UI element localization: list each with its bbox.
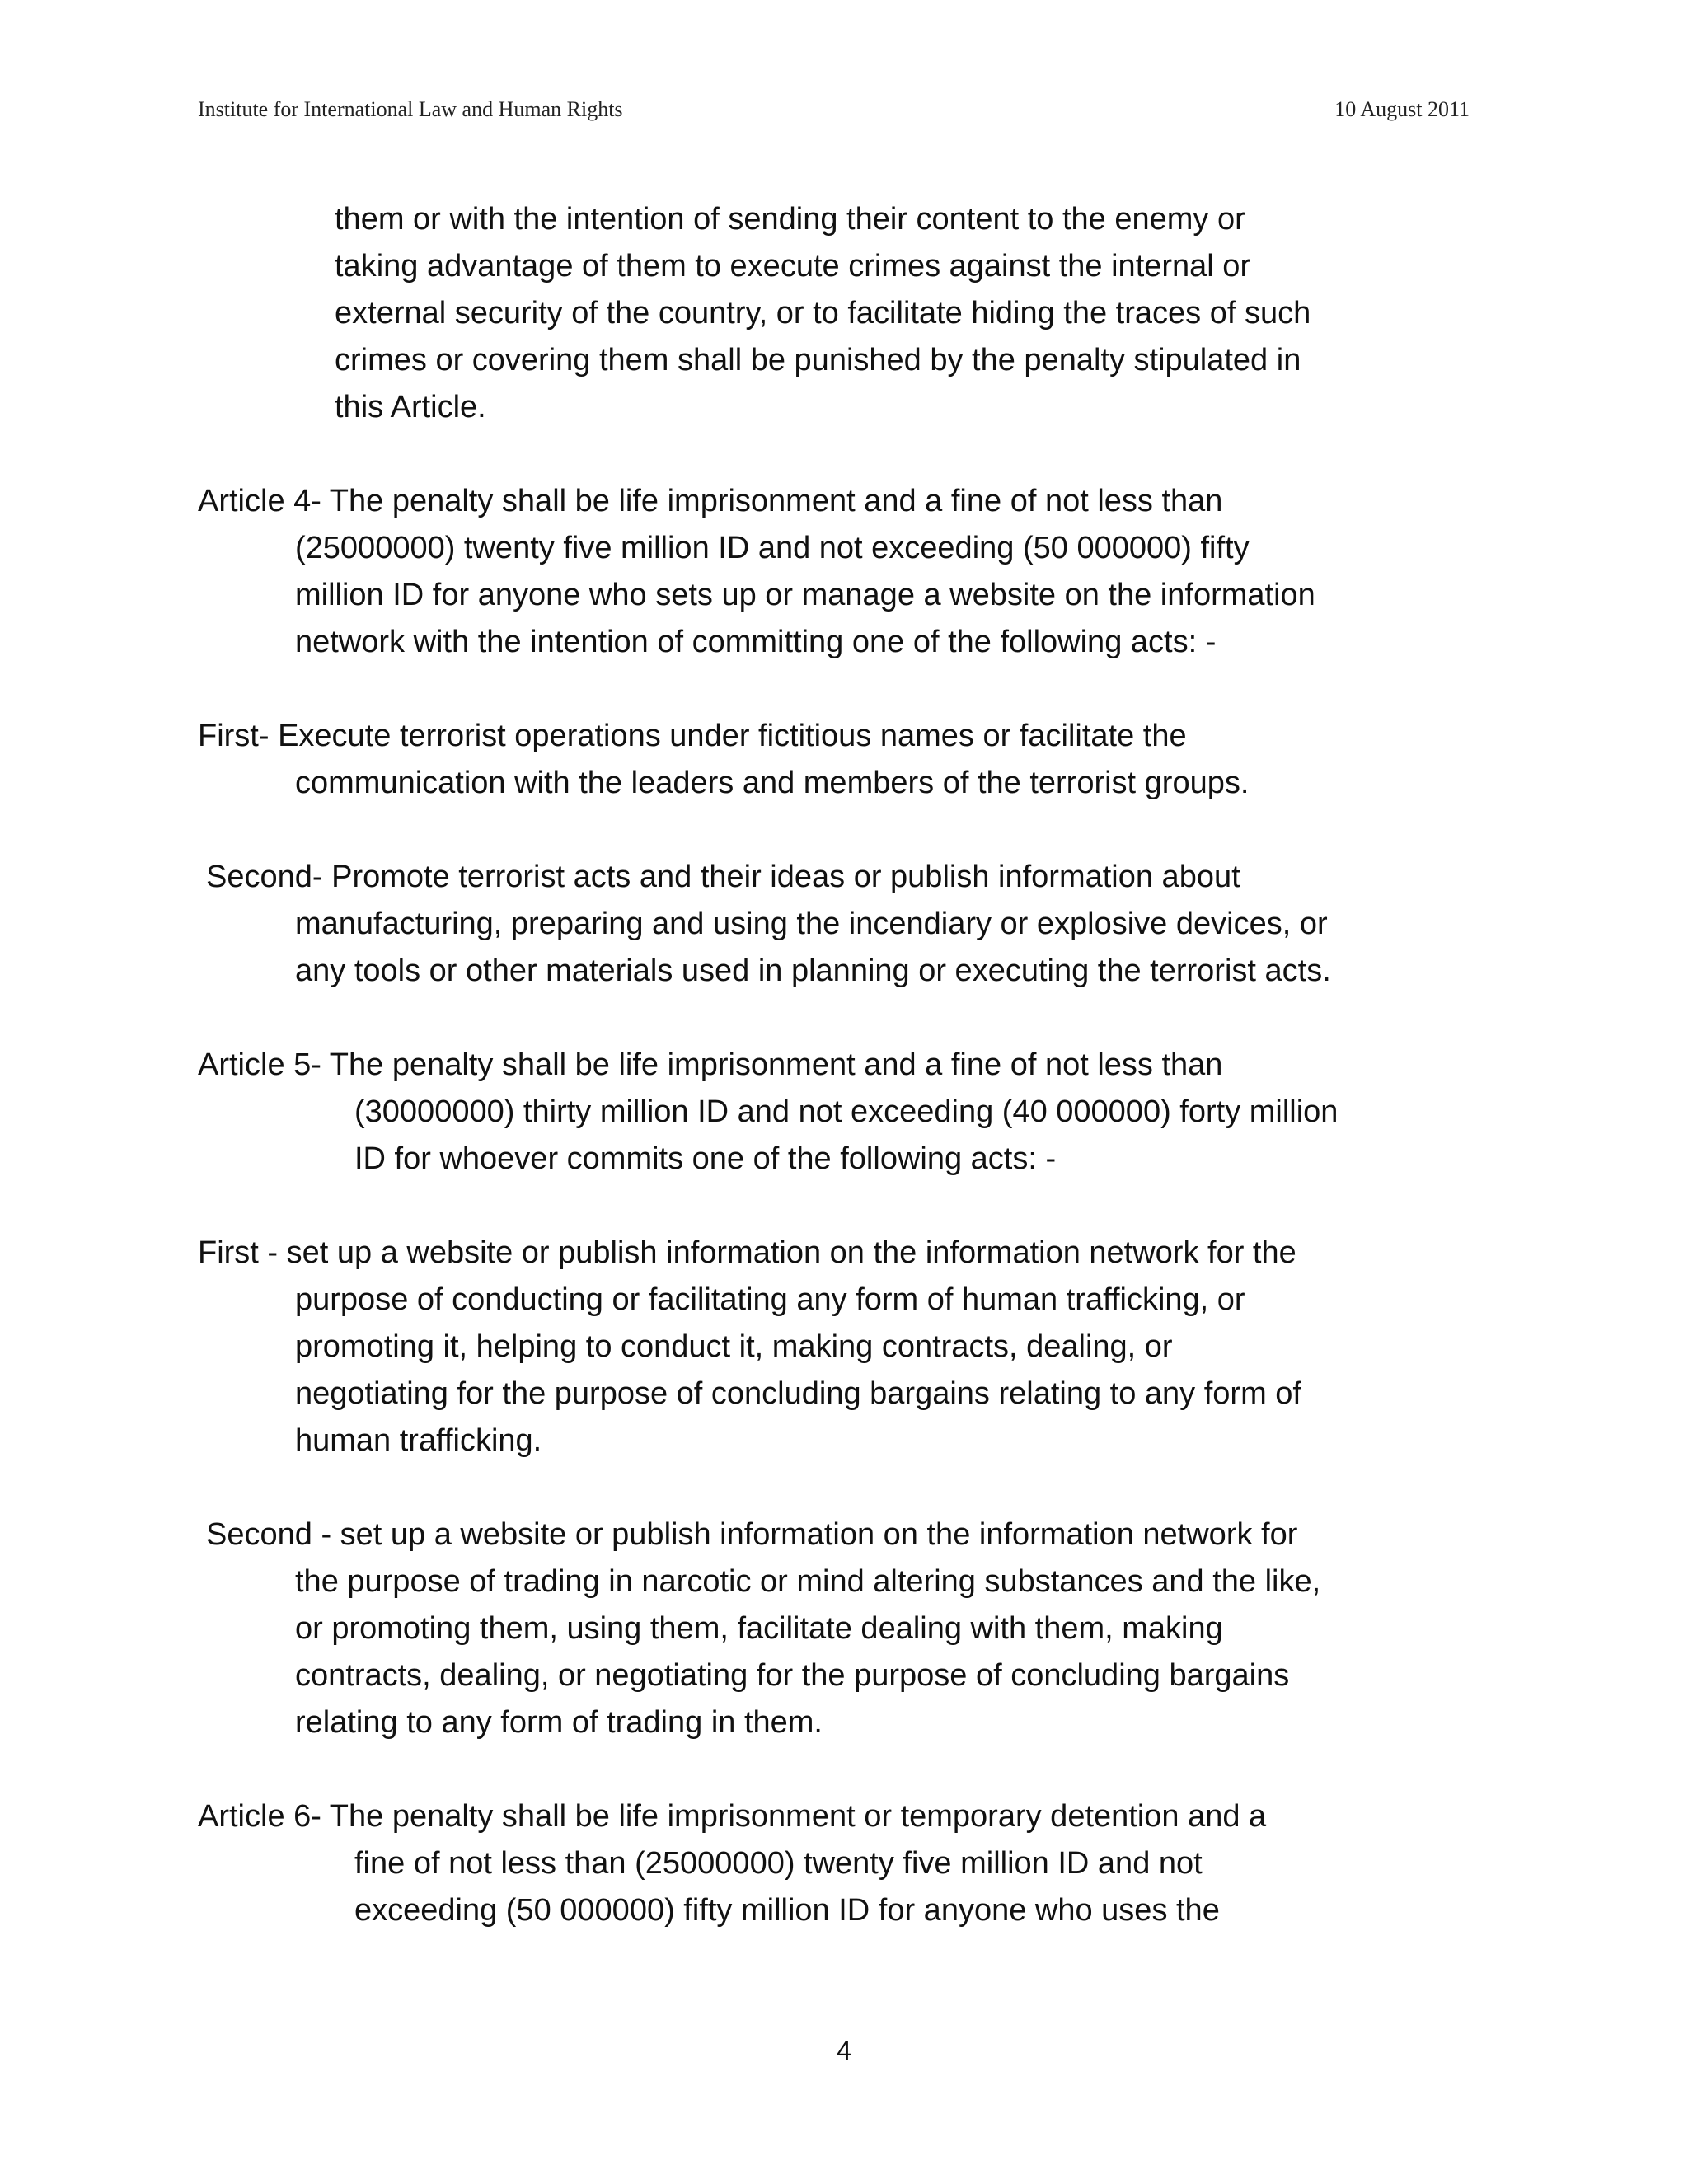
paragraph-line: (30000000) thirty million ID and not exceeding (40 000000) forty million [354,1094,1339,1129]
document-body [198,196,1500,1981]
paragraph-line: taking advantage of them to execute crimes against the internal or [335,249,1251,284]
paragraph [198,196,1500,431]
paragraph-line: any tools or other materials used in planning or executing the terrorist acts. [295,954,1331,988]
paragraph-line: First- Execute terrorist operations under fictitious names or facilitate the [198,719,1187,753]
paragraph [198,713,1500,807]
paragraph-line: manufacturing, preparing and using the incendiary or explosive devices, or [295,907,1328,941]
paragraph-line: purpose of conducting or facilitating any form of human trafficking, or [295,1282,1245,1317]
paragraph-line: the purpose of trading in narcotic or mind altering substances and the like, [295,1564,1321,1599]
paragraph-line: relating to any form of trading in them. [295,1705,823,1740]
paragraph-line: (25000000) twenty five million ID and not exceeding (50 000000) fifty [295,531,1250,565]
paragraph [198,1793,1500,1934]
paragraph-line: Article 6- The penalty shall be life imprisonment or temporary detention and a [198,1799,1267,1834]
paragraph-line: them or with the intention of sending their content to the enemy or [335,202,1245,237]
page-header [198,97,1470,130]
paragraph-line: crimes or covering them shall be punished by the penalty stipulated in [335,343,1301,377]
paragraph [198,854,1500,995]
paragraph-line: external security of the country, or to facilitate hiding the traces of such [335,296,1311,330]
paragraph-line: communication with the leaders and members of the terrorist groups. [295,766,1250,800]
paragraph-line: Article 4- The penalty shall be life imprisonment and a fine of not less than [198,484,1223,518]
paragraph-line: million ID for anyone who sets up or manage a website on the information [295,578,1315,612]
paragraph-line: fine of not less than (25000000) twenty five million ID and not [354,1846,1203,1881]
paragraph-line: Second - set up a website or publish information on the information network for [206,1517,1298,1552]
paragraph [198,1230,1500,1465]
paragraph-line: human trafficking. [295,1423,542,1458]
paragraph-line: ID for whoever commits one of the following acts: - [354,1141,1057,1176]
paragraph [198,1511,1500,1746]
paragraph-line: First - set up a website or publish information on the information network for the [198,1235,1296,1270]
paragraph [198,478,1500,666]
paragraph [198,1042,1500,1183]
page-number: 4 [837,2036,851,2065]
header-institute: Institute for International Law and Human Rights [198,97,623,121]
paragraph-line: contracts, dealing, or negotiating for the purpose of concluding bargains [295,1658,1290,1693]
paragraph-line: Second- Promote terrorist acts and their ideas or publish information about [206,860,1240,894]
paragraph-line: Article 5- The penalty shall be life imprisonment and a fine of not less than [198,1047,1223,1082]
header-date: 10 August 2011 [1334,97,1470,121]
paragraph-line: negotiating for the purpose of concluding bargains relating to any form of [295,1376,1301,1411]
paragraph-line: exceeding (50 000000) fifty million ID for anyone who uses the [354,1893,1220,1928]
paragraph-line: promoting it, helping to conduct it, making contracts, dealing, or [295,1329,1173,1364]
paragraph-line: or promoting them, using them, facilitate dealing with them, making [295,1611,1223,1646]
paragraph-line: this Article. [335,390,486,424]
paragraph-line: network with the intention of committing one of the following acts: - [295,625,1217,659]
